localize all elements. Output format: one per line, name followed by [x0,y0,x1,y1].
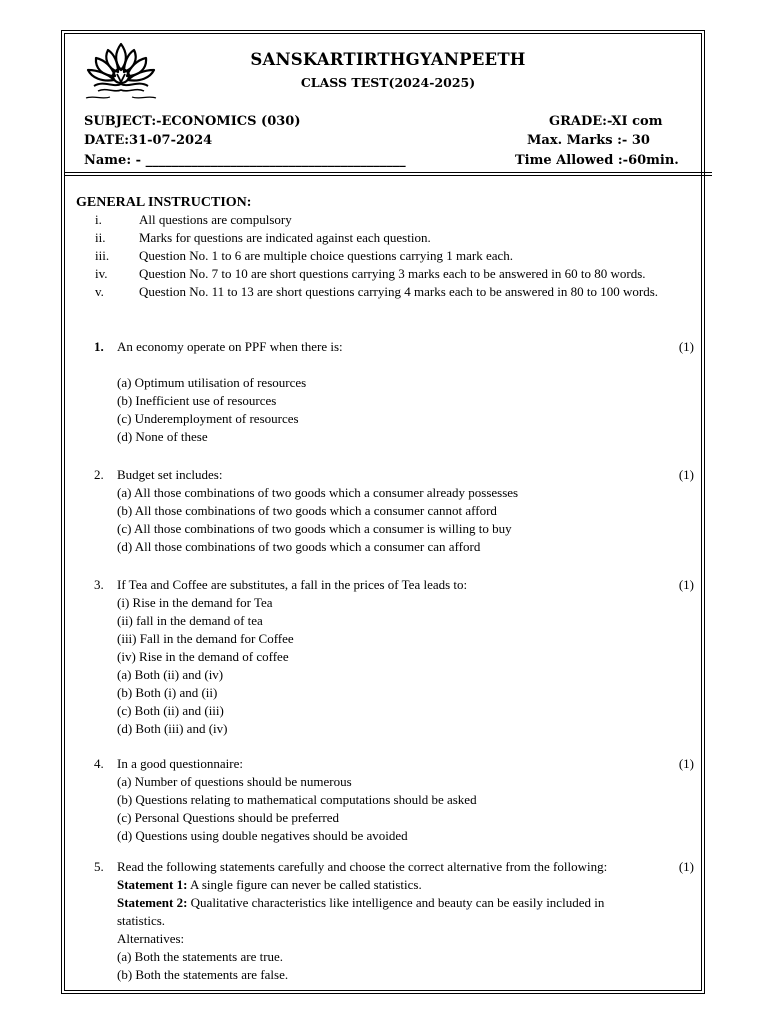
instruction-number: ii. [95,230,106,245]
question-marks: (1) [678,467,694,482]
instruction-text: Question No. 11 to 13 are short questions carrying 4 marks each to be answered in 80 to 100 words. [139,284,659,299]
option: (b) Both the statements are false. [117,967,289,982]
question-5 [94,858,694,984]
option: (c) All those combinations of two goods which a consumer is willing to buy [117,521,512,536]
question-marks: (1) [678,756,694,771]
statement-text: A single figure can never be called statistics. [187,877,422,892]
option: (a) Both (ii) and (iv) [117,667,224,682]
instruction-number: iii. [95,248,110,263]
question-1 [94,338,694,446]
option: (c) Personal Questions should be preferred [117,810,340,825]
statement-label: Statement 2: [117,895,188,910]
option: (iv) Rise in the demand of coffee [117,649,289,664]
question-text: In a good questionnaire: [117,756,243,771]
grade: GRADE:-XI com [549,114,663,129]
question-marks: (1) [678,577,694,592]
option: (a) Both the statements are true. [117,949,284,964]
instruction-number: i. [95,212,102,227]
question-number: 2. [94,467,104,482]
question-number: 4. [94,756,104,771]
option: (a) All those combinations of two goods which a consumer already possesses [117,485,519,500]
option: (d) All those combinations of two goods which a consumer can afford [117,539,481,554]
school-name: SANSKARTIRTHGYANPEETH [250,50,526,69]
option: (a) Number of questions should be numerous [117,774,352,789]
option: (c) Both (ii) and (iii) [117,703,224,718]
instruction-item [95,247,705,265]
test-date: DATE:31-07-2024 [84,133,213,148]
option: (b) Questions relating to mathematical computations should be asked [117,792,477,807]
question-text: An economy operate on PPF when there is: [117,339,343,354]
question-marks: (1) [678,339,694,354]
instruction-item [95,229,705,247]
option: (ii) fall in the demand of tea [117,613,263,628]
option: (d) Both (iii) and (iv) [117,721,228,736]
instruction-number: iv. [95,266,108,281]
option: (c) Underemployment of resources [117,411,299,426]
option: (a) Optimum utilisation of resources [117,375,307,390]
instruction-item [95,283,705,301]
statement-2 [94,894,694,930]
question-3 [94,576,694,738]
option: (b) Inefficient use of resources [117,393,277,408]
option: (iii) Fall in the demand for Coffee [117,631,294,646]
option: (b) All those combinations of two goods which a consumer cannot afford [117,503,497,518]
instructions-heading: GENERAL INSTRUCTION: [76,195,252,210]
instructions-list [95,211,705,301]
statement-1 [94,876,694,894]
option: (d) None of these [117,429,208,444]
statement-text: Qualitative characteristics like intelligence and beauty can be easily included in statistics. [117,895,605,928]
subject: SUBJECT:-ECONOMICS (030) [84,114,301,129]
option: (i) Rise in the demand for Tea [117,595,273,610]
instruction-text: All questions are compulsory [139,212,292,227]
instruction-item [95,211,705,229]
instruction-text: Marks for questions are indicated against each question. [139,230,431,245]
question-number: 1. [94,339,104,354]
instruction-text: Question No. 7 to 10 are short questions carrying 3 marks each to be answered in 60 to 80 words. [139,266,646,281]
instruction-number: v. [95,284,104,299]
question-text: If Tea and Coffee are substitutes, a fall in the prices of Tea leads to: [117,577,468,592]
student-name-field: Name: - ________________________________________ [84,153,406,168]
question-2 [94,466,694,556]
question-text: Budget set includes: [117,467,223,482]
instruction-text: Question No. 1 to 6 are multiple choice questions carrying 1 mark each. [139,248,514,263]
header-divider [64,172,712,173]
test-title: CLASS TEST(2024-2025) [300,75,476,90]
option: (b) Both (i) and (ii) [117,685,218,700]
max-marks: Max. Marks :- 30 [527,133,650,148]
instruction-item [95,265,705,283]
question-text: Read the following statements carefully and choose the correct alternative from the following: [117,859,608,874]
option: (d) Questions using double negatives should be avoided [117,828,408,843]
question-4 [94,755,694,845]
question-number: 5. [94,859,104,874]
header-divider-second [64,175,712,176]
alternatives-label: Alternatives: [117,931,185,946]
question-marks: (1) [678,859,694,874]
statement-label: Statement 1: [117,877,188,892]
time-allowed: Time Allowed :-60min. [515,153,679,168]
question-number: 3. [94,577,104,592]
